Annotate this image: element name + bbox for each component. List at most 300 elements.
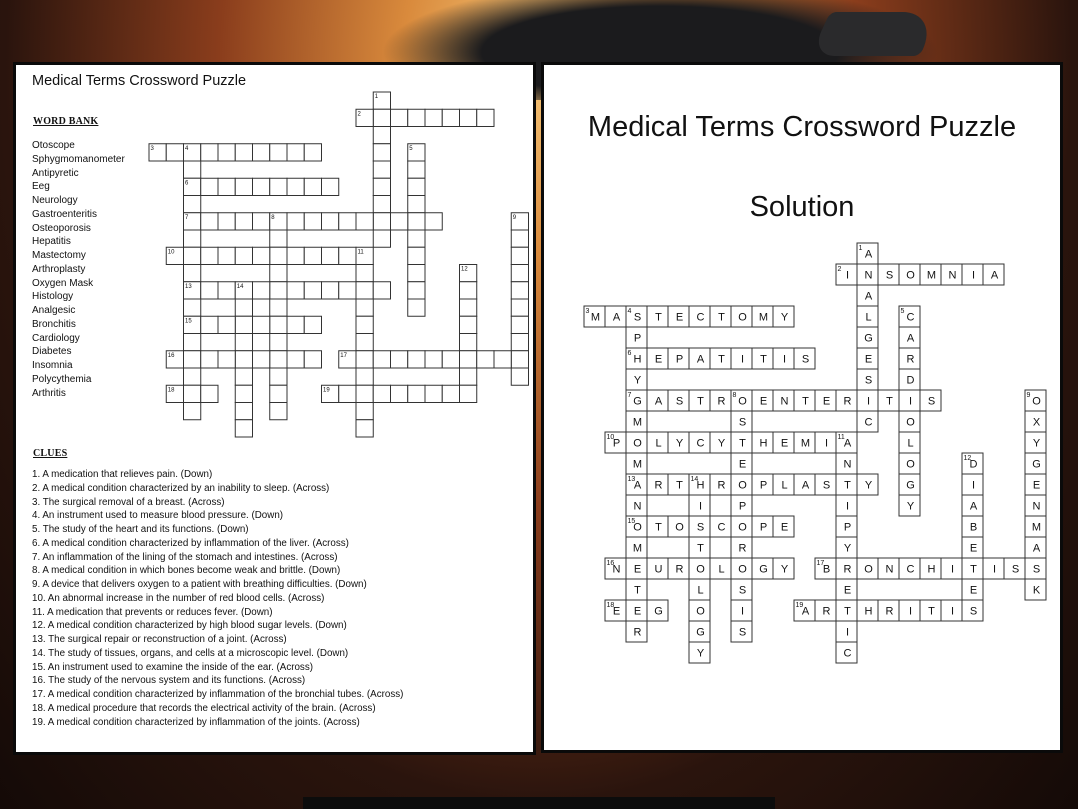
clue-item: 1. A medication that relieves pain. (Down)	[32, 469, 213, 480]
puzzle-cell	[270, 247, 287, 264]
clue-number: 16	[606, 560, 615, 567]
puzzle-cell	[373, 109, 390, 126]
solution-letter: A	[1032, 542, 1041, 555]
puzzle-cell	[201, 178, 218, 195]
clue-item: 11. A medication that prevents or reduces fever. (Down)	[32, 606, 273, 618]
puzzle-cell	[373, 144, 390, 161]
puzzle-cell	[373, 178, 390, 195]
solution-cell	[584, 306, 605, 327]
puzzle-cell	[184, 265, 201, 282]
solution-cell	[605, 306, 626, 327]
word-bank-item: Otoscope	[32, 140, 75, 151]
word-bank-item: Bronchitis	[32, 318, 76, 330]
solution-cell	[731, 516, 752, 537]
solution-letter: E	[969, 584, 978, 597]
solution-letter: E	[654, 353, 663, 366]
solution-letter: T	[970, 563, 977, 576]
solution-cell	[731, 537, 752, 558]
clue-number: 18	[167, 387, 175, 394]
puzzle-cell	[184, 368, 201, 385]
solution-letter: T	[676, 479, 683, 492]
solution-cell	[836, 600, 857, 621]
clue-number: 1	[374, 94, 379, 100]
solution-cell	[626, 411, 647, 432]
solution-cell	[836, 558, 857, 579]
solution-letter: I	[845, 500, 850, 513]
puzzle-cell	[270, 316, 287, 333]
puzzle-cell	[270, 403, 287, 420]
puzzle-cell	[408, 385, 425, 402]
solution-subtitle: Solution	[749, 191, 855, 223]
solution-cell	[899, 264, 920, 285]
clue-number: 11	[837, 434, 845, 441]
solution-letter: H	[759, 437, 768, 450]
solution-cell	[647, 306, 668, 327]
solution-cell	[626, 516, 647, 537]
clue-number: 5	[900, 308, 905, 315]
solution-cell	[731, 432, 752, 453]
solution-cell	[626, 453, 647, 474]
solution-cell	[857, 306, 878, 327]
puzzle-cell	[408, 299, 425, 316]
solution-cell	[731, 621, 752, 642]
clue-number: 6	[627, 350, 632, 357]
solution-letter: C	[906, 311, 915, 324]
solution-cell	[962, 495, 983, 516]
solution-letter: Y	[696, 647, 705, 660]
solution-cell	[731, 474, 752, 495]
puzzle-cell	[339, 282, 356, 299]
puzzle-cell	[235, 351, 252, 368]
clue-number: 10	[606, 434, 615, 441]
puzzle-cell	[460, 299, 477, 316]
solution-letter: E	[822, 395, 831, 408]
solution-cell	[815, 474, 836, 495]
solution-cell	[689, 558, 710, 579]
solution-letter: T	[634, 584, 641, 597]
word-bank-item: Mastectomy	[32, 250, 86, 261]
solution-letter: T	[886, 395, 893, 408]
solution-letter: M	[800, 437, 811, 450]
solution-cell	[731, 348, 752, 369]
solution-letter: G	[696, 626, 705, 639]
puzzle-cell	[270, 213, 287, 230]
solution-cell	[689, 579, 710, 600]
puzzle-cell	[304, 351, 321, 368]
solution-letter: T	[928, 605, 935, 618]
solution-cell	[878, 264, 899, 285]
solution-letter: A	[801, 605, 810, 618]
solution-cell	[962, 474, 983, 495]
puzzle-cell	[322, 385, 339, 402]
solution-letter: I	[908, 605, 913, 618]
solution-cell	[983, 558, 1004, 579]
solution-letter: T	[844, 479, 851, 492]
solution-cell	[962, 264, 983, 285]
solution-cell	[836, 579, 857, 600]
puzzle-cell	[184, 161, 201, 178]
solution-cell	[626, 348, 647, 369]
solution-cell	[857, 264, 878, 285]
solution-cell	[899, 327, 920, 348]
puzzle-cell	[408, 178, 425, 195]
puzzle-cell	[201, 385, 218, 402]
solution-letter: X	[1032, 416, 1041, 429]
solution-cell	[626, 306, 647, 327]
solution-letter: S	[738, 626, 747, 639]
solution-letter: P	[759, 479, 768, 492]
clue-number: 19	[323, 387, 330, 394]
puzzle-cell	[460, 385, 477, 402]
solution-cell	[857, 243, 878, 264]
puzzle-cell	[356, 368, 373, 385]
clue-number: 4	[627, 308, 632, 315]
clue-number: 7	[627, 392, 632, 399]
puzzle-cell	[287, 144, 304, 161]
puzzle-cell	[201, 351, 218, 368]
solution-letter: C	[717, 521, 726, 534]
puzzle-cell	[304, 247, 321, 264]
puzzle-cell	[511, 213, 528, 230]
solution-letter: P	[759, 521, 768, 534]
puzzle-cell	[356, 265, 373, 282]
puzzle-cell	[425, 351, 442, 368]
puzzle-cell	[322, 247, 339, 264]
solution-letter: P	[843, 521, 852, 534]
solution-cell	[1004, 558, 1025, 579]
solution-cell	[920, 600, 941, 621]
solution-letter: N	[633, 500, 642, 513]
solution-cell	[731, 558, 752, 579]
puzzle-cell	[235, 403, 252, 420]
puzzle-cell	[408, 265, 425, 282]
solution-cell	[836, 495, 857, 516]
puzzle-cell	[339, 213, 356, 230]
clue-number: 15	[627, 518, 636, 525]
solution-cell	[731, 495, 752, 516]
puzzle-cell	[184, 299, 201, 316]
puzzle-cell	[322, 282, 339, 299]
solution-letter: C	[696, 311, 705, 324]
clue-item: 3. The surgical removal of a breast. (Across)	[32, 496, 225, 508]
puzzle-cell	[201, 247, 218, 264]
puzzle-cell	[373, 282, 390, 299]
solution-letter: G	[654, 605, 663, 618]
solution-letter: H	[633, 353, 642, 366]
solution-cell	[794, 474, 815, 495]
solution-letter: E	[1032, 479, 1041, 492]
clue-number: 9	[512, 214, 517, 221]
solution-letter: O	[633, 437, 642, 450]
solution-cell	[710, 306, 731, 327]
solution-letter: N	[885, 563, 894, 576]
solution-letter: Y	[780, 311, 789, 324]
puzzle-cell	[460, 109, 477, 126]
solution-letter: O	[864, 563, 873, 576]
puzzle-cell	[184, 334, 201, 351]
solution-letter: R	[717, 395, 726, 408]
solution-letter: G	[759, 563, 768, 576]
puzzle-cell	[270, 144, 287, 161]
solution-cell	[626, 558, 647, 579]
puzzle-cell	[304, 144, 321, 161]
solution-cell	[794, 348, 815, 369]
solution-cell	[941, 264, 962, 285]
solution-letter: E	[864, 353, 873, 366]
puzzle-cell	[184, 403, 201, 420]
solution-letter: G	[633, 395, 642, 408]
clue-number: 11	[357, 249, 364, 256]
puzzle-cell	[356, 247, 373, 264]
solution-letter: N	[1032, 500, 1041, 513]
clue-number: 19	[795, 602, 804, 609]
solution-cell	[1025, 432, 1046, 453]
solution-letter: D	[969, 458, 978, 471]
solution-cell	[626, 537, 647, 558]
puzzle-cell	[270, 299, 287, 316]
solution-cell	[962, 453, 983, 474]
puzzle-cell	[408, 109, 425, 126]
clue-number: 10	[167, 249, 175, 256]
solution-letter: M	[1031, 521, 1042, 534]
solution-letter: Y	[780, 563, 789, 576]
solution-letter: L	[697, 584, 704, 597]
clue-number: 12	[963, 455, 972, 462]
solution-cell	[878, 558, 899, 579]
solution-letter: O	[906, 269, 915, 282]
solution-letter: L	[655, 437, 662, 450]
puzzle-cell	[373, 196, 390, 213]
clue-item: 14. The study of tissues, organs, and cells at a microscopic level. (Down)	[32, 647, 349, 659]
solution-cell	[773, 516, 794, 537]
solution-letter: S	[1032, 563, 1041, 576]
puzzle-cell	[270, 265, 287, 282]
solution-cell	[647, 474, 668, 495]
clue-number: 8	[732, 392, 737, 399]
solution-cell	[626, 432, 647, 453]
solution-letter: Y	[843, 542, 852, 555]
word-bank-item: Analgesic	[32, 305, 76, 316]
clue-item: 10. An abnormal increase in the number of red blood cells. (Across)	[32, 592, 325, 604]
puzzle-cell	[391, 213, 408, 230]
solution-letter: I	[824, 437, 829, 450]
puzzle-cell	[253, 351, 270, 368]
solution-cell	[815, 600, 836, 621]
solution-cell	[836, 264, 857, 285]
puzzle-cell	[511, 247, 528, 264]
puzzle-cell	[511, 282, 528, 299]
solution-letter: N	[948, 269, 957, 282]
solution-letter: K	[1032, 584, 1041, 597]
puzzle-cell	[511, 265, 528, 282]
solution-cell	[689, 474, 710, 495]
puzzle-cell	[339, 247, 356, 264]
word-bank-item: Arthritis	[32, 387, 66, 399]
solution-cell	[626, 369, 647, 390]
clue-list	[32, 468, 403, 729]
solution-cell	[857, 390, 878, 411]
puzzle-cell	[425, 109, 442, 126]
word-bank-item: Diabetes	[32, 346, 72, 358]
solution-letter: E	[780, 437, 789, 450]
puzzle-cell	[166, 351, 183, 368]
puzzle-cell	[287, 247, 304, 264]
puzzle-cell	[235, 282, 252, 299]
solution-cell	[836, 621, 857, 642]
solution-cell	[626, 474, 647, 495]
solution-letter: A	[801, 479, 810, 492]
puzzle-cell	[218, 247, 235, 264]
solution-letter: A	[906, 332, 915, 345]
clue-number: 1	[858, 245, 863, 252]
solution-letter: R	[906, 353, 915, 366]
solution-letter: E	[843, 584, 852, 597]
solution-cell	[689, 306, 710, 327]
solution-letter: R	[885, 605, 894, 618]
solution-cell	[731, 453, 752, 474]
puzzle-cell	[408, 247, 425, 264]
puzzle-cell	[339, 351, 356, 368]
solution-cell	[920, 558, 941, 579]
solution-cell	[857, 369, 878, 390]
solution-letter: P	[633, 332, 642, 345]
solution-cell	[1025, 474, 1046, 495]
solution-letter: C	[864, 416, 873, 429]
solution-letter: H	[696, 479, 705, 492]
solution-letter: M	[926, 269, 937, 282]
solution-letter: T	[844, 605, 851, 618]
puzzle-cell	[373, 161, 390, 178]
puzzle-cell	[201, 213, 218, 230]
puzzle-cell	[287, 351, 304, 368]
solution-letter: Y	[717, 437, 726, 450]
solution-letter: D	[906, 374, 915, 387]
solution-letter: R	[843, 395, 852, 408]
solution-cell	[605, 558, 626, 579]
puzzle-cell	[356, 213, 373, 230]
solution-cell	[710, 516, 731, 537]
puzzle-cell	[511, 334, 528, 351]
puzzle-cell	[511, 351, 528, 368]
solution-cell	[710, 348, 731, 369]
solution-letter: T	[760, 353, 767, 366]
solution-letter: O	[906, 458, 915, 471]
solution-letter: I	[950, 563, 955, 576]
solution-letter: A	[843, 437, 852, 450]
puzzle-cell	[166, 144, 183, 161]
solution-letter: Y	[1032, 437, 1041, 450]
solution-cell	[689, 390, 710, 411]
solution-letter: E	[759, 395, 768, 408]
puzzle-cell	[408, 161, 425, 178]
solution-cell	[836, 537, 857, 558]
solution-letter: A	[633, 479, 642, 492]
solution-letter: C	[843, 647, 852, 660]
word-bank-item: Neurology	[32, 195, 78, 206]
puzzle-cell	[235, 178, 252, 195]
solution-cell	[941, 558, 962, 579]
solution-cell	[689, 642, 710, 663]
puzzle-cell	[287, 213, 304, 230]
solution-letter: I	[782, 353, 787, 366]
puzzle-cell	[408, 144, 425, 161]
puzzle-cell	[356, 420, 373, 437]
clue-item: 2. A medical condition characterized by an inability to sleep. (Across)	[32, 482, 330, 494]
raven-beak	[810, 12, 941, 56]
solution-letter: Y	[633, 374, 642, 387]
solution-letter: O	[738, 479, 747, 492]
clue-number: 14	[690, 476, 699, 483]
solution-cell	[878, 390, 899, 411]
solution-cell	[794, 432, 815, 453]
solution-cell	[836, 474, 857, 495]
puzzle-cell	[270, 385, 287, 402]
solution-title: Medical Terms Crossword Puzzle	[587, 111, 1017, 143]
puzzle-cell	[425, 385, 442, 402]
word-bank-item: Eeg	[32, 181, 50, 193]
clue-number: 9	[1026, 392, 1031, 399]
solution-cell	[878, 600, 899, 621]
solution-letter: B	[822, 563, 831, 576]
puzzle-cell	[235, 334, 252, 351]
solution-cell	[836, 453, 857, 474]
solution-cell	[836, 390, 857, 411]
puzzle-cell	[373, 351, 390, 368]
puzzle-cell	[322, 213, 339, 230]
puzzle-cell	[460, 334, 477, 351]
solution-grid	[544, 65, 1060, 750]
solution-letter: A	[990, 269, 999, 282]
solution-letter: N	[864, 269, 873, 282]
solution-letter: E	[780, 521, 789, 534]
solution-letter: O	[633, 521, 642, 534]
solution-letter: S	[696, 521, 705, 534]
solution-cell	[857, 474, 878, 495]
puzzle-cell	[408, 230, 425, 247]
clue-item: 12. A medical condition characterized by high blood sugar levels. (Down)	[32, 620, 347, 632]
solution-cell	[689, 537, 710, 558]
puzzle-cell	[218, 351, 235, 368]
solution-letter: S	[738, 416, 747, 429]
solution-cell	[689, 348, 710, 369]
solution-cell	[752, 432, 773, 453]
puzzle-cell	[287, 316, 304, 333]
solution-cell	[605, 600, 626, 621]
word-bank-item: Cardiology	[32, 332, 80, 344]
solution-cell	[626, 327, 647, 348]
clue-item: 16. The study of the nervous system and its functions. (Across)	[32, 675, 306, 687]
solution-cell	[962, 600, 983, 621]
solution-letter: I	[740, 605, 745, 618]
clue-item: 8. A medical condition in which bones become weak and brittle. (Down)	[32, 565, 341, 577]
puzzle-cell	[408, 213, 425, 230]
clue-item: 9. A device that delivers oxygen to a patient with breathing difficulties. (Down)	[32, 579, 367, 590]
clue-number: 7	[185, 214, 189, 221]
clue-number: 16	[167, 352, 175, 359]
puzzle-cell	[442, 109, 459, 126]
puzzle-cell	[235, 247, 252, 264]
solution-cell	[836, 516, 857, 537]
puzzle-cell	[253, 144, 270, 161]
solution-cell	[647, 432, 668, 453]
puzzle-cell	[270, 334, 287, 351]
solution-cell	[752, 474, 773, 495]
puzzle-cell	[270, 351, 287, 368]
puzzle-cell	[322, 178, 339, 195]
solution-letter: T	[655, 521, 662, 534]
solution-letter: M	[758, 311, 769, 324]
clue-item: 17. A medical condition characterized by inflammation of the bronchial tubes. (Across)	[32, 689, 404, 700]
